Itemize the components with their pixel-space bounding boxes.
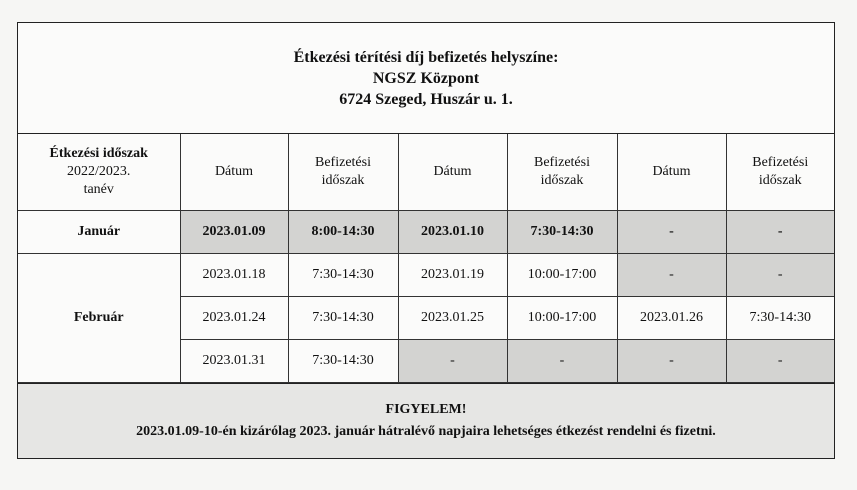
period-header-title: Étkezési időszak: [49, 146, 148, 161]
payment-period-label-1: Befizetési: [315, 155, 371, 170]
payment-period-column-header: [288, 134, 398, 211]
table-cell: -: [398, 340, 507, 383]
table-row-january: [18, 211, 834, 254]
location-header: [18, 23, 834, 134]
payment-period-label-2: időszak: [321, 173, 365, 188]
table-cell: 2023.01.25: [398, 297, 507, 340]
payment-period-label-1: Befizetési: [752, 155, 809, 170]
table-cell: 2023.01.10: [398, 211, 507, 254]
table-cell: 7:30-14:30: [507, 211, 617, 254]
table-cell: -: [726, 211, 834, 254]
location-title: Étkezési térítési díj befizetés helyszíne:: [293, 48, 559, 66]
schedule-table: [18, 134, 834, 383]
warning-title: FIGYELEM!: [385, 402, 467, 417]
location-address: 6724 Szeged, Huszár u. 1.: [339, 90, 513, 108]
table-cell: 7:30-14:30: [288, 254, 398, 297]
period-column-header: [18, 134, 180, 211]
table-cell: 8:00-14:30: [288, 211, 398, 254]
payment-period-label-1: Befizetési: [534, 155, 590, 170]
table-cell: 2023.01.18: [180, 254, 288, 297]
month-cell-february: Február: [18, 254, 180, 383]
month-cell-january: Január: [18, 211, 180, 254]
table-cell: -: [617, 211, 726, 254]
table-cell: 2023.01.09: [180, 211, 288, 254]
payment-period-column-header: [507, 134, 617, 211]
table-cell: 2023.01.24: [180, 297, 288, 340]
date-column-header: Dátum: [398, 134, 507, 211]
payment-period-column-header: [726, 134, 834, 211]
payment-period-label-2: időszak: [758, 173, 802, 188]
date-column-header: Dátum: [180, 134, 288, 211]
date-column-header: Dátum: [617, 134, 726, 211]
payment-schedule-document: [17, 22, 835, 459]
table-cell: -: [726, 340, 834, 383]
warning-text: 2023.01.09-10-én kizárólag 2023. január hátralévő napjaira lehetséges étkezést rendelni és fizetni.: [136, 424, 716, 439]
table-cell: 2023.01.19: [398, 254, 507, 297]
table-cell: 10:00-17:00: [507, 297, 617, 340]
table-header-row: [18, 134, 834, 211]
table-cell: 10:00-17:00: [507, 254, 617, 297]
table-cell: 7:30-14:30: [726, 297, 834, 340]
table-cell: 2023.01.31: [180, 340, 288, 383]
table-cell: -: [617, 254, 726, 297]
warning-footer: [18, 383, 834, 458]
table-cell: -: [507, 340, 617, 383]
table-cell: 7:30-14:30: [288, 340, 398, 383]
period-header-year: 2022/2023.: [67, 164, 131, 179]
table-cell: 2023.01.26: [617, 297, 726, 340]
payment-period-label-2: időszak: [540, 173, 584, 188]
table-cell: -: [617, 340, 726, 383]
table-cell: 7:30-14:30: [288, 297, 398, 340]
table-cell: -: [726, 254, 834, 297]
period-header-tanev: tanév: [83, 182, 114, 197]
location-name: NGSZ Központ: [372, 69, 480, 87]
table-row-february-1: [18, 254, 834, 297]
